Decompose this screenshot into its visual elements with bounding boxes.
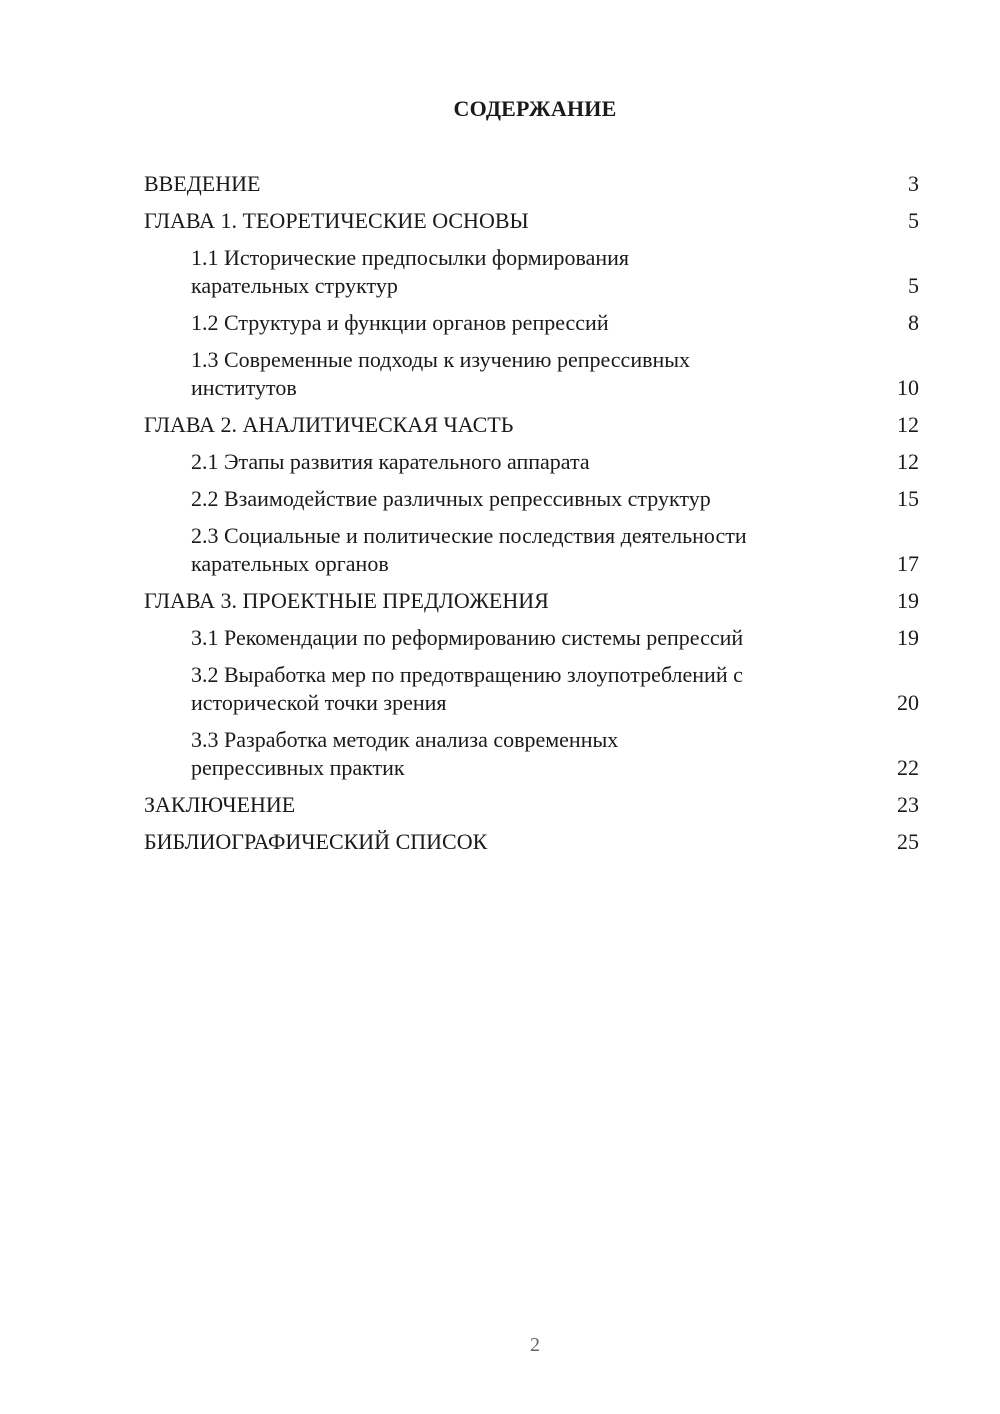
toc-subentry-page: 22 [897,755,919,780]
toc-subentry[interactable] [144,346,919,402]
toc-subentry[interactable] [144,485,919,513]
toc-subentry-page: 19 [897,625,919,650]
toc-entry[interactable] [144,170,919,198]
toc-entry-page: 19 [897,588,919,613]
toc-subentry-text: 3.2 Выработка мер по предотвращению злоупотреблений с исторической точки зрения [191,662,743,715]
toc-subentry-text: 2.1 Этапы развития карательного аппарата [191,449,590,474]
toc-subentry[interactable] [144,522,919,578]
toc-subentry[interactable] [144,309,919,337]
toc-subentry-text: 3.1 Рекомендации по реформированию системы репрессий [191,625,744,650]
toc-subentry[interactable] [144,448,919,476]
toc-subentry-text: 2.2 Взаимодействие различных репрессивных структур [191,486,711,511]
page-title: СОДЕРЖАНИЕ [453,96,617,121]
toc-subentry-text: 1.1 Исторические предпосылки формирования карательных структур [191,245,630,298]
toc-entry[interactable] [144,207,919,235]
toc-subentry[interactable] [144,661,919,717]
toc-entry[interactable] [144,791,919,819]
toc-entry[interactable] [144,828,919,856]
toc-subentry-page: 8 [908,310,919,335]
toc-entry-text: ГЛАВА 1. ТЕОРЕТИЧЕСКИЕ ОСНОВЫ [144,208,529,233]
toc-subentry-text: 2.3 Социальные и политические последствия деятельности карательных органов [191,523,747,576]
toc-entry-page: 25 [897,829,919,854]
toc-entry[interactable] [144,587,919,615]
toc-subentry-page: 17 [897,551,919,576]
toc-subentry-text: 1.3 Современные подходы к изучению репрессивных институтов [191,347,691,400]
toc-subentry-page: 5 [908,273,919,298]
toc-subentry[interactable] [144,726,919,782]
toc-entry[interactable] [144,411,919,439]
toc-subentry[interactable] [144,624,919,652]
toc-entry-text: ГЛАВА 3. ПРОЕКТНЫЕ ПРЕДЛОЖЕНИЯ [144,588,549,613]
table-of-contents [144,170,919,865]
toc-entry-page: 23 [897,792,919,817]
toc-subentry-text: 1.2 Структура и функции органов репрессий [191,310,609,335]
toc-subentry-page: 12 [897,449,919,474]
toc-entry-text: ЗАКЛЮЧЕНИЕ [144,792,296,817]
toc-entry-page: 5 [908,208,919,233]
page-number: 2 [530,1334,540,1356]
toc-subentry-text: 3.3 Разработка методик анализа современных репрессивных практик [191,727,619,780]
toc-subentry-page: 15 [897,486,919,511]
toc-subentry[interactable] [144,244,919,300]
toc-subentry-page: 10 [897,375,919,400]
toc-entry-text: БИБЛИОГРАФИЧЕСКИЙ СПИСОК [144,829,488,854]
toc-entry-page: 12 [897,412,919,437]
toc-subentry-page: 20 [897,690,919,715]
toc-entry-text: ГЛАВА 2. АНАЛИТИЧЕСКАЯ ЧАСТЬ [144,412,514,437]
toc-entry-page: 3 [908,171,919,196]
toc-entry-text: ВВЕДЕНИЕ [144,171,261,196]
